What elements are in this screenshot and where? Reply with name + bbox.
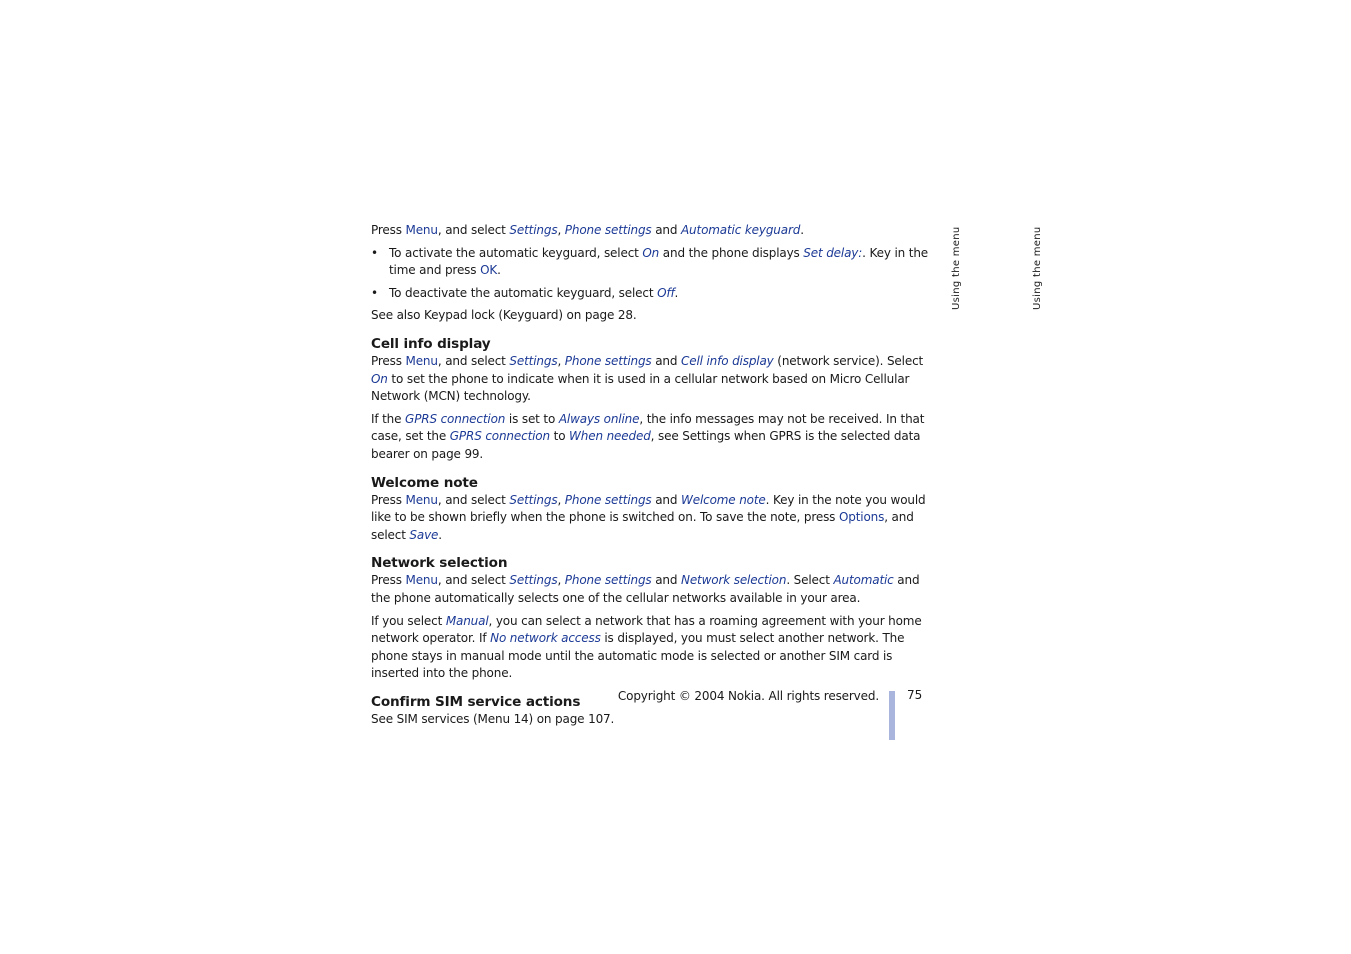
ok-key-label: OK <box>480 263 498 278</box>
bullet-icon: • <box>371 245 378 260</box>
menu-path-network-selection: Network selection <box>681 573 787 588</box>
page-number: 75 <box>907 688 923 702</box>
text-run: , see Settings when GPRS is the selected data bearer on page 99. <box>371 429 921 461</box>
side-tab-label: Using the menu <box>951 226 962 310</box>
text-run: , you can select a network that has a roaming agreement with your home network operator. If <box>371 613 922 646</box>
options-key-label: Options <box>838 510 885 525</box>
text-run: to set the phone to indicate when it is used in a cellular network based on Micro Cellular Network (MCN) technology. <box>371 371 910 404</box>
menu-path-automatic-keyguard: Automatic keyguard <box>681 223 801 237</box>
cell-info-paragraph-1 <box>371 353 941 406</box>
text-run: Press <box>371 492 406 507</box>
text-run: to <box>549 429 570 444</box>
text-run: To activate the automatic keyguard, select <box>389 245 643 260</box>
text-run: , and select <box>437 223 510 237</box>
option-set-delay: Set delay: <box>803 245 863 260</box>
menu-key-label: Menu <box>405 223 438 237</box>
text-run: If you select <box>371 613 446 628</box>
menu-key-label: Menu <box>405 573 438 588</box>
menu-path-phone-settings: Phone settings <box>564 223 652 237</box>
network-paragraph-2 <box>371 613 941 683</box>
text-run: (network service). Select <box>773 353 924 368</box>
bullet-item-activate <box>371 245 941 280</box>
option-automatic: Automatic <box>833 573 894 588</box>
text-run: . Select <box>786 573 834 588</box>
see-also-paragraph: See also Keypad lock (Keyguard) on page 28. <box>371 308 637 323</box>
menu-key-label: Menu <box>405 353 438 368</box>
section-heading-cell-info: Cell info display <box>371 335 491 352</box>
text-run: Press <box>371 353 406 368</box>
option-when-needed: When needed <box>569 429 651 444</box>
text-run: . Key in the time and press <box>389 245 929 278</box>
text-run: and <box>651 223 681 237</box>
option-gprs-connection: GPRS connection <box>405 411 506 426</box>
text-run: is displayed, you must select another network. The phone stays in manual mode until the automatic mode is selected or another SIM card is inserted into the phone. <box>371 631 905 681</box>
text-run: , the info messages may not be received. In that case, set the <box>371 411 925 444</box>
text-run: . Key in the note you would like to be shown briefly when the phone is switched on. To save the note, press <box>371 492 926 525</box>
menu-path-settings: Settings <box>509 353 558 368</box>
menu-path-settings: Settings <box>509 492 558 507</box>
text-run: , <box>557 353 565 368</box>
text-run: and <box>651 573 681 588</box>
text-run: , and select <box>437 573 510 588</box>
text-run: and <box>651 492 681 507</box>
copyright-notice: Copyright © 2004 Nokia. All rights reserved. <box>617 689 879 703</box>
text-run: is set to <box>505 411 559 426</box>
text-run: and the phone displays <box>659 245 804 260</box>
text-run: To deactivate the automatic keyguard, select <box>389 285 658 300</box>
text-run: . <box>674 285 679 300</box>
option-on: On <box>371 371 388 386</box>
text-run: . <box>438 527 442 542</box>
bullet-text <box>389 245 941 280</box>
text-run: , and select <box>371 510 914 542</box>
menu-path-settings: Settings <box>509 223 558 237</box>
option-off: Off <box>657 285 675 300</box>
option-always-online: Always online <box>558 411 640 426</box>
confirm-sim-paragraph: See SIM services (Menu 14) on page 107. <box>371 711 615 726</box>
text-run: and the phone automatically selects one of the cellular networks available in your area. <box>371 573 920 605</box>
bullet-item-deactivate <box>371 285 941 303</box>
text-run: , and select <box>437 353 510 368</box>
menu-key-label: Menu <box>405 492 438 507</box>
text-run: . <box>497 263 501 278</box>
text-run: . <box>800 223 804 237</box>
menu-path-phone-settings: Phone settings <box>564 573 652 588</box>
option-manual: Manual <box>445 613 489 628</box>
section-heading-network-selection: Network selection <box>371 555 508 572</box>
text-run: If the <box>371 411 406 426</box>
bullet-icon: • <box>371 285 378 300</box>
page-accent-bar <box>889 691 895 740</box>
welcome-paragraph <box>371 492 941 545</box>
text-run: , <box>557 573 565 588</box>
option-no-network-access: No network access <box>490 631 601 646</box>
section-heading-confirm-sim: Confirm SIM service actions <box>371 693 581 710</box>
text-run: , <box>557 223 565 237</box>
cell-info-paragraph-2 <box>371 411 941 464</box>
text-run: Press <box>371 573 406 588</box>
section-heading-welcome-note: Welcome note <box>371 474 478 491</box>
text-run: , <box>557 492 565 507</box>
side-tab-label: Using the menu <box>1032 226 1043 310</box>
intro-paragraph <box>371 222 941 240</box>
text-run: , and select <box>437 492 510 507</box>
text-run: Press <box>371 223 406 237</box>
menu-path-phone-settings: Phone settings <box>564 492 652 507</box>
document-body <box>371 222 941 733</box>
menu-path-phone-settings: Phone settings <box>564 353 652 368</box>
option-on: On <box>642 245 660 260</box>
text-run: and <box>651 353 681 368</box>
option-gprs-connection: GPRS connection <box>449 429 550 444</box>
menu-path-cell-info-display: Cell info display <box>681 353 774 368</box>
network-paragraph-1 <box>371 572 941 607</box>
option-save: Save <box>409 527 439 542</box>
bullet-text <box>389 285 678 303</box>
menu-path-settings: Settings <box>509 573 558 588</box>
menu-path-welcome-note: Welcome note <box>681 492 766 507</box>
